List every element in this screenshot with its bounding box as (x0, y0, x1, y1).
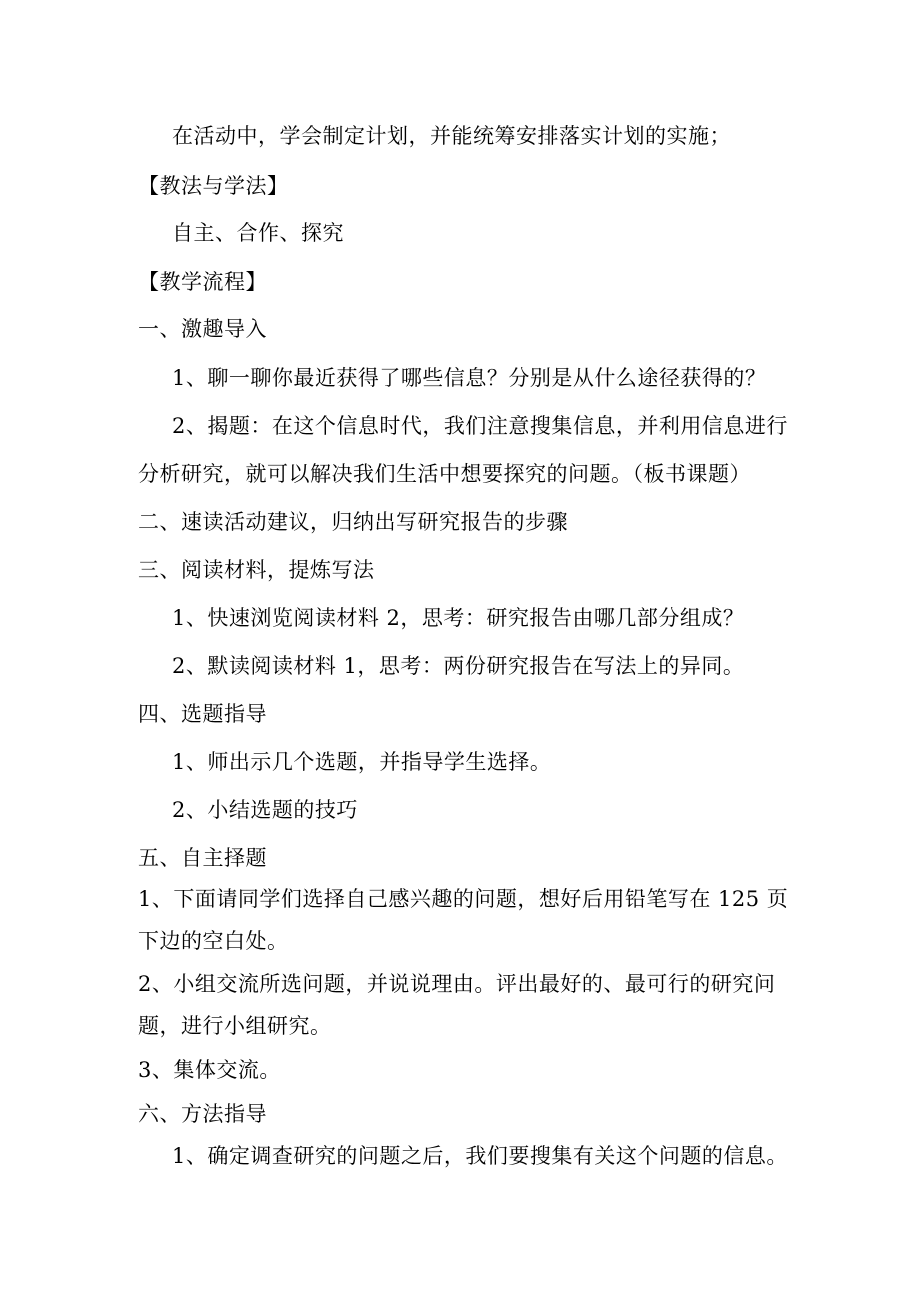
text-line: 3、集体交流。 (138, 1058, 281, 1082)
text-line: 下边的空白处。 (138, 929, 289, 953)
text-line-methods: 自主、合作、探究 (172, 221, 344, 245)
text-line: 1、聊一聊你最近获得了哪些信息？分别是从什么途径获得的？ (172, 366, 767, 390)
text-line: 1、确定调查研究的问题之后，我们要搜集有关这个问题的信息。 (172, 1144, 788, 1168)
step-heading-6: 六、方法指导 (138, 1102, 267, 1126)
text-line: 1、下面请同学们选择自己感兴趣的问题，想好后用铅笔写在 125 页 (138, 887, 789, 911)
text-line: 1、快速浏览阅读材料 2，思考：研究报告由哪几部分组成？ (172, 606, 745, 630)
text-line: 2、小组交流所选问题，并说说理由。评出最好的、最可行的研究问 (138, 972, 776, 996)
text-line: 2、小结选题的技巧 (172, 798, 358, 822)
step-heading-1: 一、激趣导入 (138, 317, 267, 341)
text-line: 2、揭题：在这个信息时代，我们注意搜集信息，并利用信息进行 (172, 414, 788, 438)
step-heading-2: 二、速读活动建议，归纳出写研究报告的步骤 (138, 510, 568, 534)
step-heading-4: 四、选题指导 (138, 702, 267, 726)
text-line: 2、默读阅读材料 1，思考：两份研究报告在写法上的异同。 (172, 654, 745, 678)
step-heading-5: 五、自主择题 (138, 846, 267, 870)
text-line-objective: 在活动中，学会制定计划，并能统筹安排落实计划的实施； (172, 124, 731, 148)
text-line: 分析研究，就可以解决我们生活中想要探究的问题。（板书课题） (138, 462, 751, 486)
section-heading-methods: 【教法与学法】 (138, 174, 289, 198)
section-heading-process: 【教学流程】 (138, 270, 267, 294)
text-line: 题，进行小组研究。 (138, 1014, 332, 1038)
step-heading-3: 三、阅读材料，提炼写法 (138, 558, 375, 582)
text-line: 1、师出示几个选题，并指导学生选择。 (172, 750, 552, 774)
